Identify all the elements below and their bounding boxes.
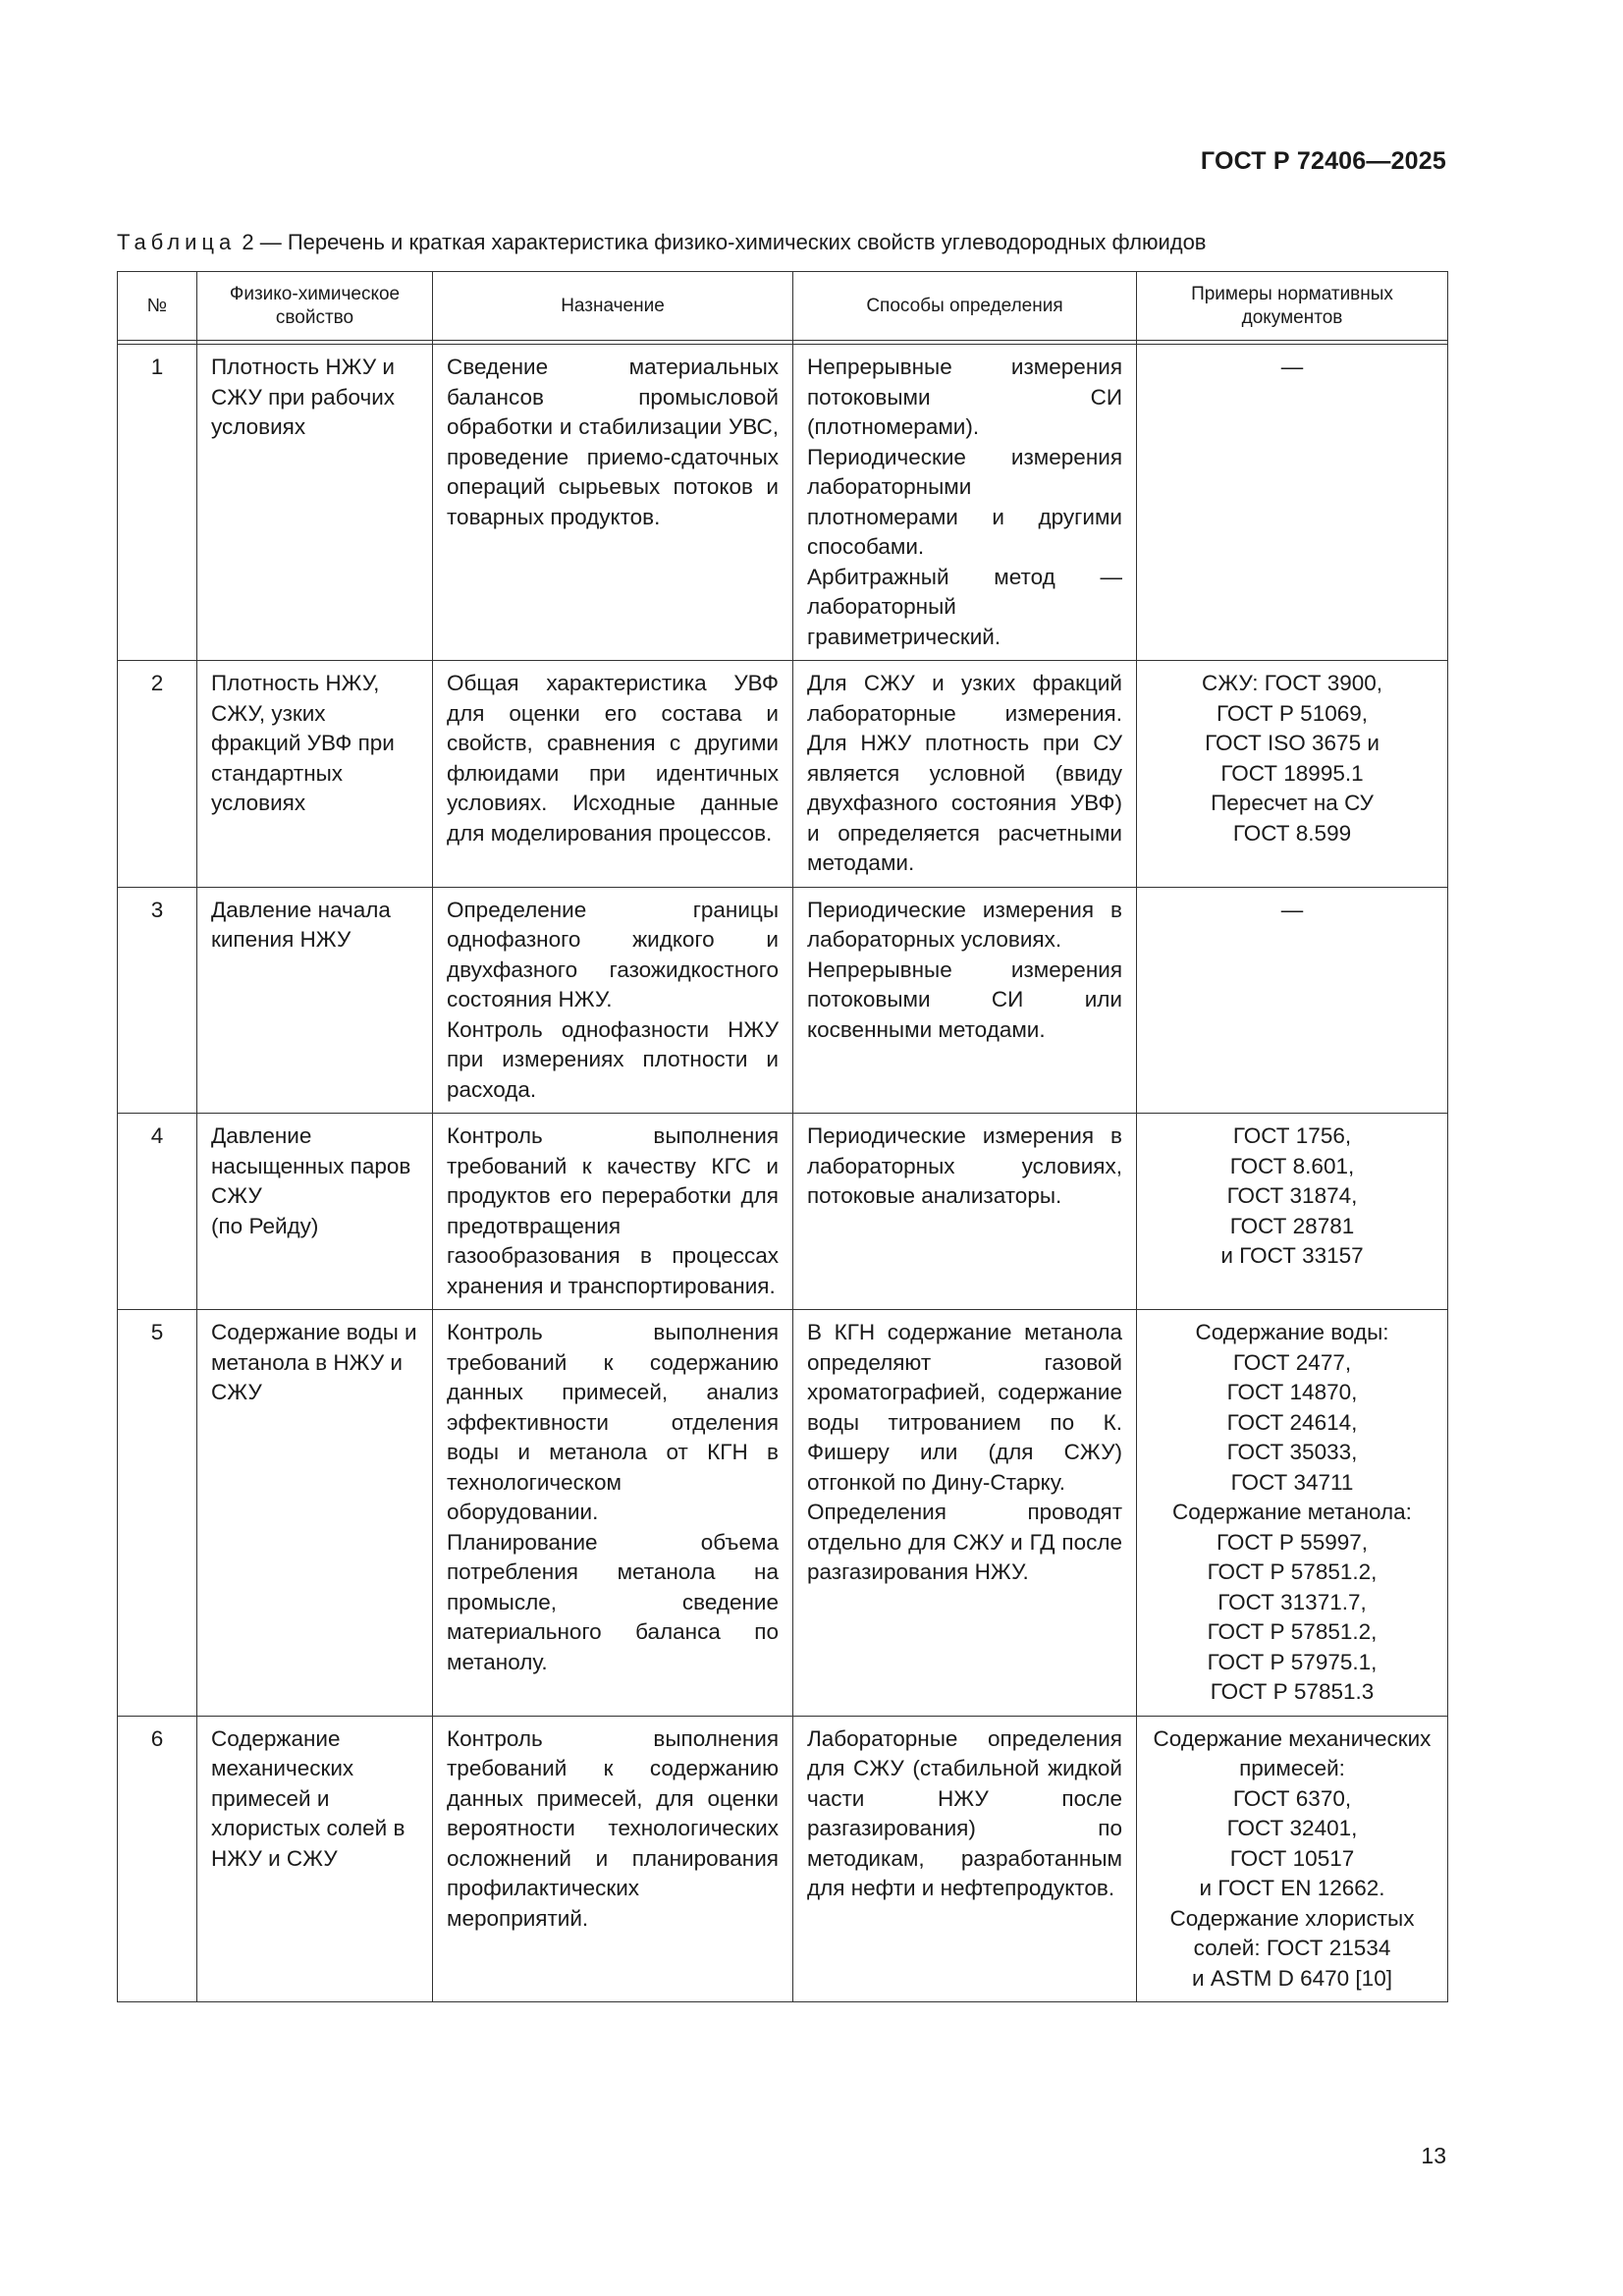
cell-property: Содержание воды и метанола в НЖУ и СЖУ [197, 1310, 433, 1717]
cell-methods: Лабораторные определения для СЖУ (стабильной жидкой части НЖУ после разгазирования) по методикам, разработанным для нефти и нефтепродуктов. [793, 1716, 1137, 2002]
table-row [118, 345, 1448, 661]
cell-purpose: Контроль выполнения требований к содержанию данных примесей, для оценки вероятности технологических осложнений и планирования профилактических мероприятий. [433, 1716, 793, 2002]
cell-documents: СЖУ: ГОСТ 3900, ГОСТ Р 51069, ГОСТ ISO 3675 и ГОСТ 18995.1 Пересчет на СУ ГОСТ 8.599 [1137, 661, 1448, 888]
cell-number: 3 [118, 887, 197, 1114]
properties-table [117, 271, 1448, 2002]
cell-number: 1 [118, 345, 197, 661]
cell-documents: Содержание механических примесей: ГОСТ 6370, ГОСТ 32401, ГОСТ 10517 и ГОСТ EN 12662. Содержание хлористых солей: ГОСТ 21534 и ASTM D 6470 [10] [1137, 1716, 1448, 2002]
cell-purpose: Контроль выполнения требований к качеству КГС и продуктов его переработки для предотвращения газообразования в процессах хранения и транспортирования. [433, 1114, 793, 1310]
column-header-number: № [118, 272, 197, 341]
cell-methods: В КГН содержание метанола определяют газовой хроматографией, содержание воды титрованием по К. Фишеру или (для СЖУ) отгонкой по Дину-Старку. Определения проводят отдельно для СЖУ и ГД после разгазирования НЖУ. [793, 1310, 1137, 1717]
table-caption-prefix: Таблица [117, 230, 237, 254]
cell-purpose: Сведение материальных балансов промысловой обработки и стабилизации УВС, проведение приемо-сдаточных операций сырьевых потоков и товарных продуктов. [433, 345, 793, 661]
cell-methods: Периодические измерения в лабораторных условиях. Непрерывные измерения потоковыми СИ или косвенными методами. [793, 887, 1137, 1114]
cell-number: 4 [118, 1114, 197, 1310]
table-row [118, 1114, 1448, 1310]
table-row [118, 1310, 1448, 1717]
cell-number: 2 [118, 661, 197, 888]
table-caption-text: 2 — Перечень и краткая характеристика физико-химических свойств углеводородных флюидов [236, 230, 1207, 254]
cell-property: Содержание механических примесей и хлористых солей в НЖУ и СЖУ [197, 1716, 433, 2002]
cell-property: Давление насыщенных паров СЖУ (по Рейду) [197, 1114, 433, 1310]
cell-property: Плотность НЖУ, СЖУ, узких фракций УВФ при стандартных условиях [197, 661, 433, 888]
column-header-documents: Примеры нормативных документов [1137, 272, 1448, 341]
cell-property: Давление начала кипения НЖУ [197, 887, 433, 1114]
cell-methods: Непрерывные измерения потоковыми СИ (плотномерами). Периодические измерения лабораторными плотномерами и другими способами. Арбитражный метод — лабораторный гравиметрический. [793, 345, 1137, 661]
column-header-purpose: Назначение [433, 272, 793, 341]
table-row [118, 887, 1448, 1114]
cell-number: 5 [118, 1310, 197, 1717]
cell-documents: Содержание воды: ГОСТ 2477, ГОСТ 14870, ГОСТ 24614, ГОСТ 35033, ГОСТ 34711 Содержание метанола: ГОСТ Р 55997, ГОСТ Р 57851.2, ГОСТ 31371.7, ГОСТ Р 57851.2, ГОСТ Р 57975.1, ГОСТ Р 57851.3 [1137, 1310, 1448, 1717]
column-header-methods: Способы определения [793, 272, 1137, 341]
cell-documents: — [1137, 887, 1448, 1114]
table-row [118, 1716, 1448, 2002]
cell-purpose: Контроль выполнения требований к содержанию данных примесей, анализ эффективности отделения воды и метанола от КГН в технологическом оборудовании. Планирование объема потребления метанола на промысле, сведение материального баланса по метанолу. [433, 1310, 793, 1717]
cell-property: Плотность НЖУ и СЖУ при рабочих условиях [197, 345, 433, 661]
cell-purpose: Общая характеристика УВФ для оценки его состава и свойств, сравнения с другими флюидами при идентичных условиях. Исходные данные для моделирования процессов. [433, 661, 793, 888]
column-header-property: Физико-химическое свойство [197, 272, 433, 341]
cell-methods: Периодические измерения в лабораторных условиях, потоковые анализаторы. [793, 1114, 1137, 1310]
table-row [118, 661, 1448, 888]
cell-number: 6 [118, 1716, 197, 2002]
cell-purpose: Определение границы однофазного жидкого и двухфазного газожидкостного состояния НЖУ. Контроль однофазности НЖУ при измерениях плотности и расхода. [433, 887, 793, 1114]
document-code: ГОСТ Р 72406—2025 [1200, 147, 1446, 175]
cell-documents: ГОСТ 1756, ГОСТ 8.601, ГОСТ 31874, ГОСТ 28781 и ГОСТ 33157 [1137, 1114, 1448, 1310]
cell-methods: Для СЖУ и узких фракций лабораторные измерения. Для НЖУ плотность при СУ является условной (ввиду двухфазного состояния УВФ) и определяется расчетными методами. [793, 661, 1137, 888]
table-caption [117, 230, 1207, 255]
table-header-row [118, 272, 1448, 341]
page-number: 13 [1421, 2143, 1446, 2168]
cell-documents: — [1137, 345, 1448, 661]
